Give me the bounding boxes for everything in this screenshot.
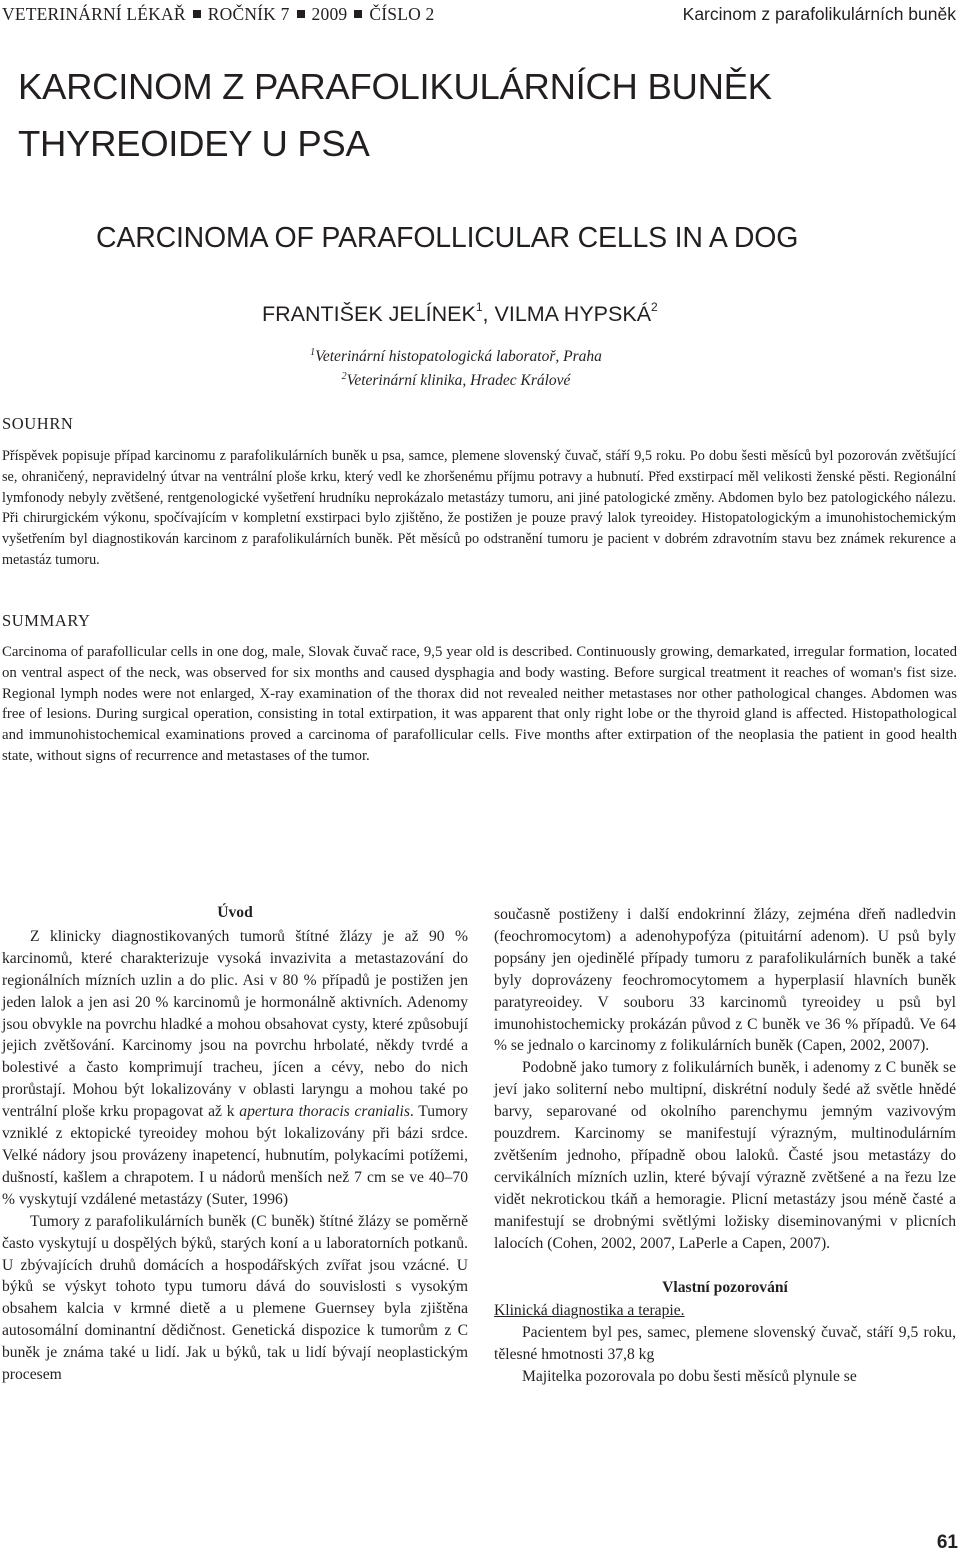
souhrn-text: Příspěvek popisuje případ karcinomu z parafolikulárních buněk u psa, samce, plemene slovenský čuvač, stáří 9,5 roku. Po dobu šesti měsíců byl pozorován zvětšující se, ohraničený, nepravidelný útvar na ventrální ploše krku, který vedl ke zhoršenému příjmu potravy a hubnutí. Před exstirpací měl velikosti ženské pěsti. Regionální lymfonody nebyly zvětšené, rentgenologické vyšetření hrudníku neprokázalo metastázy tumoru, ani jiné patologické změny. Abdomen bylo bez patologického nálezu. Při chirurgickém výkonu, spočívajícím v kompletní exstirpaci bylo zjištěno, že postižen je pouze pravý lalok tyreoidey. Histopatologickým a imunohistochemickým vyšetřením byl diagnostikován karcinom z parafolikulárních buněk. Pět měsíců po odstranění tumoru je pacient v dobrém zdravotním stavu bez známek rekurence a metastáz tumoru. <box>2 448 956 568</box>
separator-square-icon <box>193 10 201 18</box>
journal-name: VETERINÁRNÍ LÉKAŘ <box>2 4 186 24</box>
journal-header <box>2 4 434 25</box>
journal-issue: ČÍSLO 2 <box>369 4 435 24</box>
intro-paragraph-1-a: Z klinicky diagnostikovaných tumorů štítné žlázy je až 90 % karcinomů, které charakterizuje vysoká invazivita a metastazování do regionálních mízních uzlin a do plic. Asi v 80 % případů je postižen jen jeden lalok a jen asi 20 % karcinomů je hormonálně aktivních. Adenomy jsou obvykle na povrchu hladké a mohou obsahovat cysty, které způsobují jejich zvětšování. Karcinomy jsou na povrchu hrbolaté, někdy tvrdé a bolestivé a často komprimují tracheu, jícen a cévy, nebo do nich prorůstají. Mohou být lokalizovány v oblasti laryngu a mohou také po ventrální ploše krku propagovat až k <box>2 927 468 1121</box>
souhrn-heading: SOUHRN <box>2 414 74 433</box>
separator-square-icon <box>297 10 305 18</box>
journal-volume: ROČNÍK 7 <box>207 4 290 24</box>
separator-square-icon <box>354 10 362 18</box>
own-observation-heading: Vlastní pozorování <box>662 1278 788 1296</box>
author-separator: , <box>482 302 495 326</box>
affiliation-1-text: Veterinární histopatologická laboratoř, Praha <box>315 348 602 366</box>
intro-paragraph-4: Podobně jako tumory z folikulárních buněk, i adenomy z C buněk se jeví jako soliterní nebo multipní, diskrétní noduly šedé až světle hnědé barvy, separované od okolního parenchymu jemným vazivovým pouzdrem. Karcinomy se manifestují výrazným, multinodulárním zvětšením jednoho, případně obou laloků. Časté jsou metastázy do cervikálních mízních uzlin, které bývají výrazně zvětšené a na řezu lze vidět nekrotickou tkáň a hemoragie. Plicní metastázy jsou méně časté a manifestují se drobnými světlými ložisky diseminovanými v plicních lalocích (Cohen, 2002, 2007, LaPerle a Capen, 2007). <box>494 1059 956 1252</box>
page-number: 61 <box>936 1532 958 1553</box>
intro-paragraph-3: současně postiženy i další endokrinní žlázy, zejména dřeň nadledvin (feochromocytom) a adenohypofýza (pituitární adenom). U psů byly popsány jen ojedinělé případy tumoru z parafolikulárních buněk a také byly doprovázeny feochromocytomem a hyperplasií hlavních buněk paratyreoidey. V souboru 33 karcinomů tyreoidey u psů byl imunohistochemicky prokázán původ z C buněk ve 36 % případů. Ve 64 % se jednalo o karcinomy z folikulárních buněk (Capen, 2002, 2007). <box>494 906 956 1055</box>
article-title <box>18 58 948 172</box>
affiliation-2 <box>0 371 936 390</box>
authors <box>262 302 658 327</box>
running-title: Karcinom z parafolikulárních buněk <box>682 4 956 24</box>
summary-text: Carcinoma of parafollicular cells in one dog, male, Slovak čuvač race, 9,5 year old is described. Continuously growing, demarkated, irregular formation, located on ventral aspect of the neck, was observed for six months and caused dysphagia and body wasting. Before surgical treatment it reaches of woman's fist size. Regional lymph nodes were not enlarged, X-ray examination of the thorax did not revealed neither metastases nor other pathological changes. Abdomen was free of lesions. During surgical operation, consisting in total extirpation, it was apparent that only right lobe or the thyroid gland is affected. Histopathological and immunohistochemical examinations proved a carcinoma of parafollicular cells. Five months after extirpation of the neoplasia the patient in good health state, without signs of recurrence and metastases of the tumor. <box>2 644 957 764</box>
journal-year: 2009 <box>311 4 348 24</box>
body-column-right <box>494 904 956 1388</box>
intro-paragraph-2: Tumory z parafolikulárních buněk (C buněk) štítné žlázy se poměrně často vyskytují u dospělých býků, starých koní a u laboratorních potkanů. U zbývajících druhů domácích a hospodářských zvířat jsou vzácné. U býků se výskyt tohoto typu tumoru dává do souvislosti s vysokým obsahem kalcia v krmné dietě a u plemene Guernsey byla zjištěna autosomální dominantní dědičnost. Genetická dispozice k tumorům z C buněk je známa také u lidí. Jak u býků, tak u lidí bývají neoplastickým procesem <box>2 1212 468 1384</box>
author-2: VILMA HYPSKÁ <box>494 302 652 326</box>
intro-heading: Úvod <box>217 904 253 921</box>
body-column-left <box>2 902 468 1386</box>
case-paragraph-1: Pacientem byl pes, samec, plemene slovenský čuvač, stáří 9,5 roku, tělesné hmotnosti 37,8 kg <box>494 1324 956 1364</box>
author-1: FRANTIŠEK JELÍNEK <box>262 302 476 326</box>
intro-paragraph-1 <box>2 926 468 1211</box>
case-paragraph-2: Majitelka pozorovala po dobu šesti měsíců plynule se <box>522 1368 857 1386</box>
article-subtitle: CARCINOMA OF PARAFOLLICULAR CELLS IN A DOG <box>96 222 799 254</box>
affiliation-1 <box>0 347 936 366</box>
section-gap <box>494 1255 956 1277</box>
clinical-subheading: Klinická diagnostika a terapie. <box>494 1302 685 1320</box>
intro-paragraph-1-b: . Tumory vzniklé z ektopické tyreoidey mohou být lokalizovány při bázi srdce. Velké nádory jsou provázeny inapetencí, hubnutím, polykacími potížemi, dušností, kašlem a chrapotem. I u nádorů menších než 7 cm se ve 40–70 % vyskytují vzdálené metastázy (Suter, 1996) <box>2 1103 468 1208</box>
author-1-affiliation-mark: 1 <box>475 300 483 314</box>
affiliation-1-mark: 1 <box>310 347 316 358</box>
author-2-affiliation-mark: 2 <box>651 300 658 314</box>
affiliation-2-mark: 2 <box>341 371 347 382</box>
affiliation-2-text: Veterinární klinika, Hradec Králové <box>346 372 571 390</box>
title-line-2: THYREOIDEY U PSA <box>18 123 370 164</box>
intro-paragraph-1-italic: apertura thoracis cranialis <box>239 1103 410 1121</box>
title-line-1: KARCINOM Z PARAFOLIKULÁRNÍCH BUNĚK <box>18 66 772 107</box>
summary-heading: SUMMARY <box>2 611 91 630</box>
